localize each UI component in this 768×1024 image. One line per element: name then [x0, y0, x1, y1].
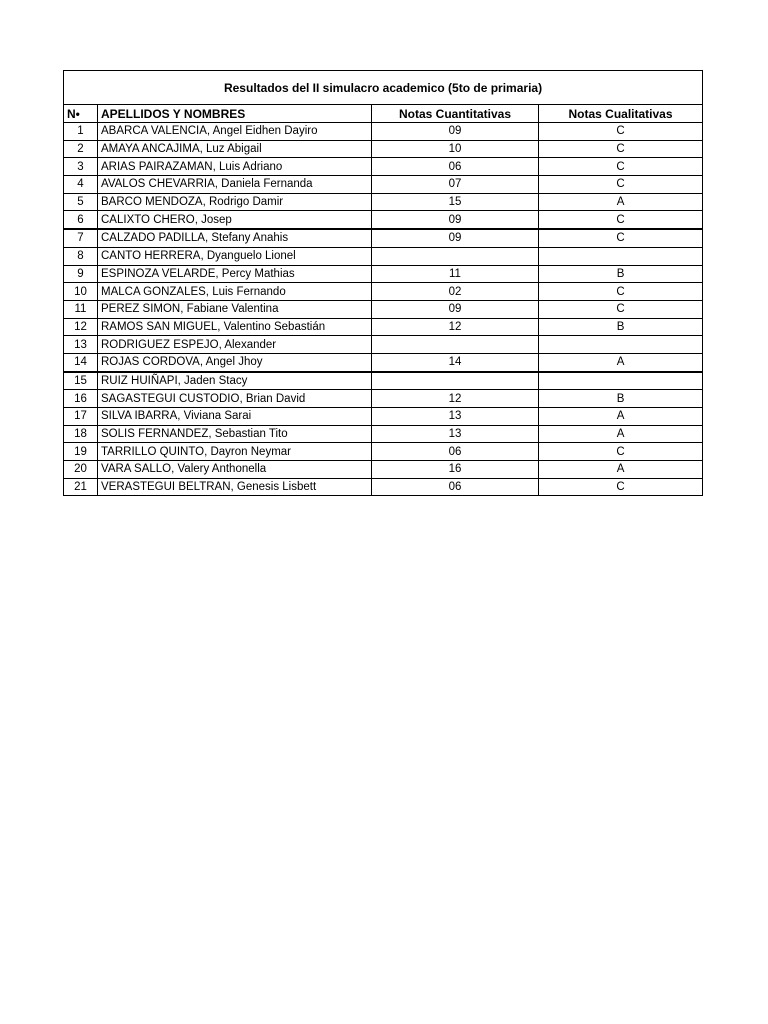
row-number: 7	[64, 229, 98, 247]
table-row	[64, 283, 703, 301]
row-number: 3	[64, 158, 98, 176]
row-number: 19	[64, 443, 98, 461]
table-row	[64, 300, 703, 318]
quantitative-grade: 06	[372, 478, 539, 496]
student-name: TARRILLO QUINTO, Dayron Neymar	[98, 443, 372, 461]
table-row	[64, 176, 703, 194]
qualitative-grade: C	[539, 300, 703, 318]
student-name: VERASTEGUI BELTRAN, Genesis Lisbett	[98, 478, 372, 496]
quantitative-grade: 12	[372, 318, 539, 336]
row-number: 14	[64, 353, 98, 371]
student-rows	[64, 123, 703, 496]
qualitative-grade: B	[539, 318, 703, 336]
table-row	[64, 158, 703, 176]
quantitative-grade	[372, 372, 539, 390]
quantitative-grade: 09	[372, 123, 539, 141]
quantitative-grade: 13	[372, 425, 539, 443]
quantitative-grade	[372, 336, 539, 354]
qualitative-grade: C	[539, 478, 703, 496]
qualitative-grade: A	[539, 193, 703, 211]
table-row	[64, 336, 703, 354]
qualitative-grade: A	[539, 425, 703, 443]
table-title: Resultados del II simulacro academico (5to de primaria)	[64, 71, 703, 105]
quantitative-grade: 14	[372, 353, 539, 371]
quantitative-grade: 16	[372, 461, 539, 479]
qualitative-grade: C	[539, 229, 703, 247]
table-row	[64, 265, 703, 283]
student-name: AVALOS CHEVARRIA, Daniela Fernanda	[98, 176, 372, 194]
qualitative-grade: A	[539, 408, 703, 426]
qualitative-grade: C	[539, 123, 703, 141]
table-row	[64, 461, 703, 479]
student-name: SOLIS FERNANDEZ, Sebastian Tito	[98, 425, 372, 443]
table-row	[64, 372, 703, 390]
student-name: RODRIGUEZ ESPEJO, Alexander	[98, 336, 372, 354]
row-number: 5	[64, 193, 98, 211]
student-name: BARCO MENDOZA, Rodrigo Damir	[98, 193, 372, 211]
row-number: 6	[64, 211, 98, 229]
table-row	[64, 140, 703, 158]
table-row	[64, 247, 703, 265]
row-number: 2	[64, 140, 98, 158]
qualitative-grade: A	[539, 353, 703, 371]
student-name: CALZADO PADILLA, Stefany Anahis	[98, 229, 372, 247]
quantitative-grade: 02	[372, 283, 539, 301]
quantitative-grade: 07	[372, 176, 539, 194]
row-number: 17	[64, 408, 98, 426]
row-number: 20	[64, 461, 98, 479]
header-number: N•	[64, 105, 98, 123]
row-number: 12	[64, 318, 98, 336]
row-number: 15	[64, 372, 98, 390]
quantitative-grade: 11	[372, 265, 539, 283]
quantitative-grade: 10	[372, 140, 539, 158]
student-name: MALCA GONZALES, Luis Fernando	[98, 283, 372, 301]
table-row	[64, 123, 703, 141]
qualitative-grade: C	[539, 211, 703, 229]
student-name: ROJAS CORDOVA, Angel Jhoy	[98, 353, 372, 371]
table-row	[64, 390, 703, 408]
qualitative-grade: C	[539, 283, 703, 301]
qualitative-grade	[539, 372, 703, 390]
table-row	[64, 408, 703, 426]
student-name: ABARCA VALENCIA, Angel Eidhen Dayiro	[98, 123, 372, 141]
results-table	[63, 70, 703, 496]
qualitative-grade: B	[539, 390, 703, 408]
student-name: RAMOS SAN MIGUEL, Valentino Sebastián	[98, 318, 372, 336]
header-qualitative-grades: Notas Cualitativas	[539, 105, 703, 123]
title-row	[64, 71, 703, 105]
table-row	[64, 478, 703, 496]
table-row	[64, 443, 703, 461]
quantitative-grade: 09	[372, 300, 539, 318]
row-number: 21	[64, 478, 98, 496]
student-name: ESPINOZA VELARDE, Percy Mathias	[98, 265, 372, 283]
qualitative-grade: A	[539, 461, 703, 479]
qualitative-grade: C	[539, 158, 703, 176]
header-names: APELLIDOS Y NOMBRES	[98, 105, 372, 123]
quantitative-grade: 09	[372, 211, 539, 229]
row-number: 1	[64, 123, 98, 141]
row-number: 13	[64, 336, 98, 354]
qualitative-grade: B	[539, 265, 703, 283]
student-name: ARIAS PAIRAZAMAN, Luis Adriano	[98, 158, 372, 176]
qualitative-grade	[539, 336, 703, 354]
quantitative-grade: 09	[372, 229, 539, 247]
table-row	[64, 229, 703, 247]
header-quantitative-grades: Notas Cuantitativas	[372, 105, 539, 123]
table-row	[64, 353, 703, 371]
student-name: SAGASTEGUI CUSTODIO, Brian David	[98, 390, 372, 408]
row-number: 8	[64, 247, 98, 265]
header-row	[64, 105, 703, 123]
student-name: VARA SALLO, Valery Anthonella	[98, 461, 372, 479]
quantitative-grade: 15	[372, 193, 539, 211]
quantitative-grade: 06	[372, 443, 539, 461]
qualitative-grade	[539, 247, 703, 265]
table-row	[64, 318, 703, 336]
row-number: 16	[64, 390, 98, 408]
table-row	[64, 193, 703, 211]
quantitative-grade: 13	[372, 408, 539, 426]
student-name: SILVA IBARRA, Viviana Sarai	[98, 408, 372, 426]
student-name: CALIXTO CHERO, Josep	[98, 211, 372, 229]
qualitative-grade: C	[539, 176, 703, 194]
student-name: AMAYA ANCAJIMA, Luz Abigail	[98, 140, 372, 158]
student-name: RUIZ HUIÑAPI, Jaden Stacy	[98, 372, 372, 390]
row-number: 11	[64, 300, 98, 318]
qualitative-grade: C	[539, 140, 703, 158]
quantitative-grade: 12	[372, 390, 539, 408]
row-number: 10	[64, 283, 98, 301]
row-number: 4	[64, 176, 98, 194]
quantitative-grade: 06	[372, 158, 539, 176]
student-name: CANTO HERRERA, Dyanguelo Lionel	[98, 247, 372, 265]
quantitative-grade	[372, 247, 539, 265]
table-row	[64, 211, 703, 229]
row-number: 18	[64, 425, 98, 443]
qualitative-grade: C	[539, 443, 703, 461]
row-number: 9	[64, 265, 98, 283]
table-row	[64, 425, 703, 443]
student-name: PEREZ SIMON, Fabiane Valentina	[98, 300, 372, 318]
